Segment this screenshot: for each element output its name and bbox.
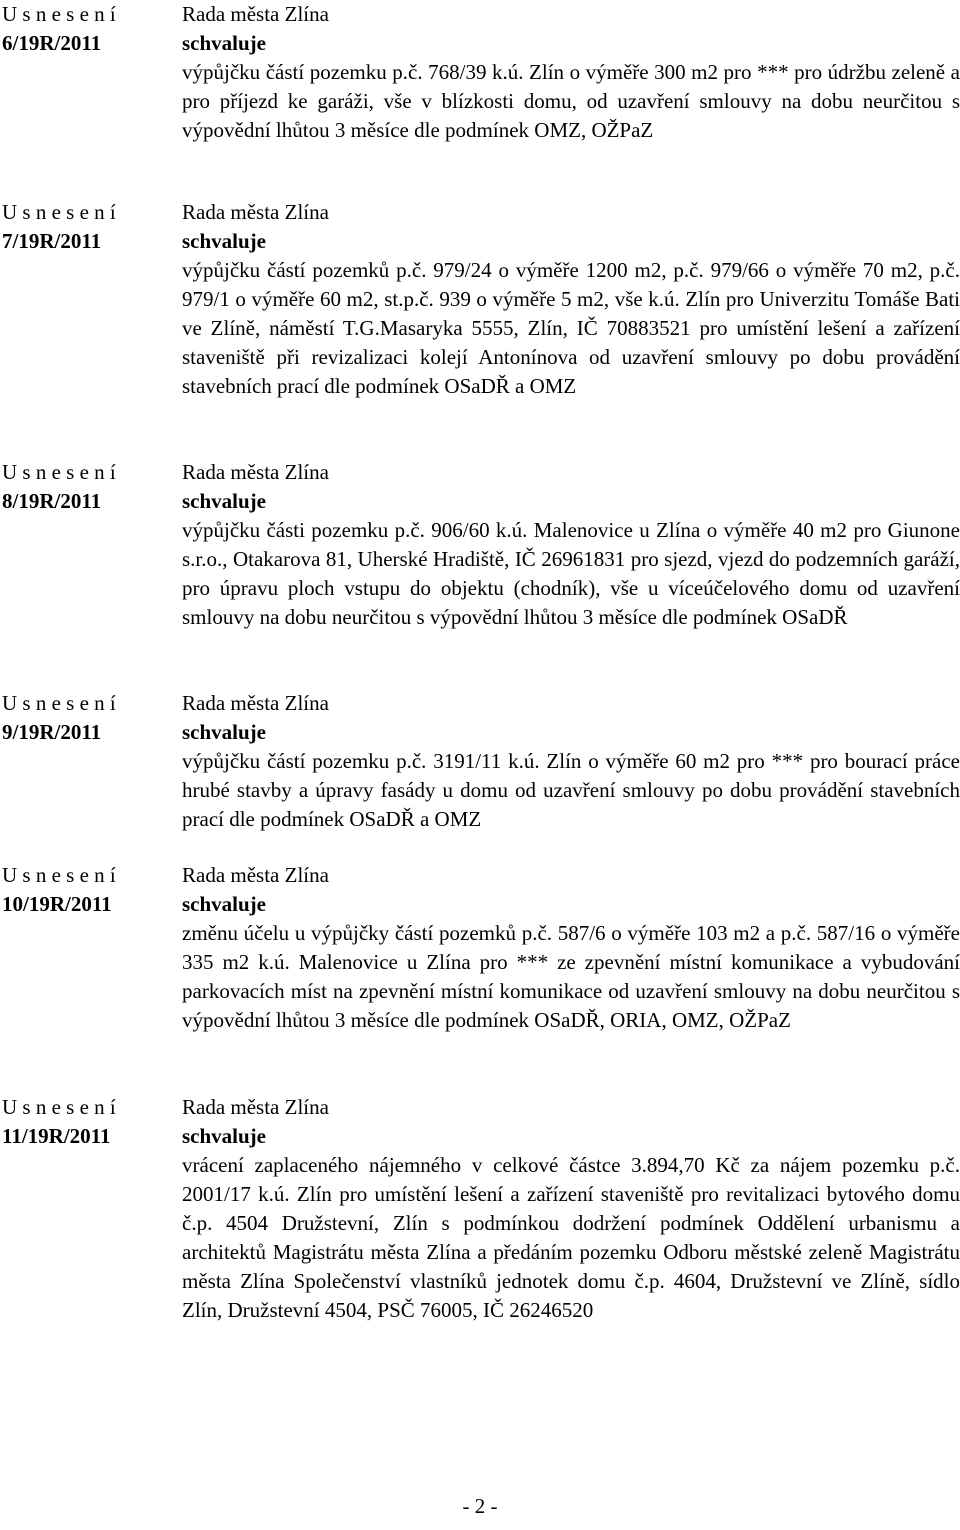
resolution-text: výpůjčku částí pozemku p.č. 768/39 k.ú. Zlín o výměře 300 m2 pro *** pro údržbu zeleně a pro příjezd ke garáži, vše v blízkosti domu, od uzavření smlouvy na dobu neurčitou s výpovědní lhůtou 3 měsíce dle podmínek OMZ, OŽPaZ (182, 60, 960, 142)
resolution-text: výpůjčku částí pozemků p.č. 979/24 o výměře 1200 m2, p.č. 979/66 o výměře 70 m2, p.č. 979/1 o výměře 60 m2, st.p.č. 939 o výměře 5 m2, vše k.ú. Zlín pro Univerzitu Tomáše Bati ve Zlíně, náměstí T.G.Masaryka 5555, Zlín, IČ 70883521 pro umístění lešení a zařízení staveniště při revizalizaci kolejí Antonínova od uzavření smlouvy po dobu provádění stavebních prací dle podmínek OSaDŘ a OMZ (182, 258, 960, 398)
resolution-heading (2, 198, 172, 256)
resolution-body (182, 198, 960, 401)
resolution-text: výpůjčku částí pozemku p.č. 3191/11 k.ú. Zlín o výměře 60 m2 pro *** pro bourací práce hrubé stavby a úpravy fasády u domu od uzavření smlouvy po dobu provádění stavebních prací dle podmínek OSaDŘ a OMZ (182, 749, 960, 831)
resolution-number: 8/19R/2011 (2, 489, 102, 513)
council-name: Rada města Zlína (182, 200, 329, 224)
council-name: Rada města Zlína (182, 691, 329, 715)
council-name: Rada města Zlína (182, 460, 329, 484)
resolution-verb: schvaluje (182, 720, 266, 744)
resolution-verb: schvaluje (182, 1124, 266, 1148)
resolution-text: vrácení zaplaceného nájemného v celkové částce 3.894,70 Kč za nájem pozemku p.č. 2001/17 k.ú. Zlín pro umístění lešení a zařízení staveniště pro revitalizaci bytového domu č.p. 4504 Družstevní, Zlín s podmínkou dodržení podmínek Oddělení urbanismu a architektů Magistrátu města Zlína a předáním pozemku Odboru městské zeleně Magistrátu města Zlína Společenství vlastníků jednotek domu č.p. 4604, Družstevní ve Zlíně, sídlo Zlín, Družstevní 4504, PSČ 76005, IČ 26246520 (182, 1153, 960, 1322)
resolution-heading (2, 458, 172, 516)
resolution-body (182, 689, 960, 834)
resolution-number: 11/19R/2011 (2, 1124, 111, 1148)
resolution-heading (2, 0, 172, 58)
resolution-heading (2, 689, 172, 747)
resolution-verb: schvaluje (182, 229, 266, 253)
resolution-label: U s n e s e n í (2, 691, 116, 715)
resolution-verb: schvaluje (182, 489, 266, 513)
resolution-number: 9/19R/2011 (2, 720, 102, 744)
council-name: Rada města Zlína (182, 2, 329, 26)
council-name: Rada města Zlína (182, 1095, 329, 1119)
resolution-heading (2, 861, 172, 919)
resolution-body (182, 1093, 960, 1325)
resolution-label: U s n e s e n í (2, 1095, 116, 1119)
resolution-body (182, 458, 960, 632)
resolution-verb: schvaluje (182, 31, 266, 55)
resolution-number: 6/19R/2011 (2, 31, 102, 55)
resolution-number: 7/19R/2011 (2, 229, 102, 253)
resolution-number: 10/19R/2011 (2, 892, 112, 916)
resolution-text: výpůjčku části pozemku p.č. 906/60 k.ú. Malenovice u Zlína o výměře 40 m2 pro Giunone s.r.o., Otakarova 81, Uherské Hradiště, IČ 26961831 pro sjezd, vjezd do podzemních garáží, pro úpravu ploch vstupu do objektu (chodník), vše u víceúčelového domu od uzavření smlouvy na dobu neurčitou s výpovědní lhůtou 3 měsíce dle podmínek OSaDŘ (182, 518, 960, 629)
resolution-label: U s n e s e n í (2, 2, 116, 26)
resolution-body (182, 0, 960, 145)
resolution-body (182, 861, 960, 1035)
resolution-label: U s n e s e n í (2, 863, 116, 887)
resolution-label: U s n e s e n í (2, 460, 116, 484)
resolution-verb: schvaluje (182, 892, 266, 916)
resolution-text: změnu účelu u výpůjčky částí pozemků p.č. 587/6 o výměře 103 m2 a p.č. 587/16 o výměře 335 m2 k.ú. Malenovice u Zlína pro *** ze zpevnění místní komunikace a vybudování parkovacích míst na zpevnění místní komunikace od uzavření smlouvy na dobu neurčitou s výpovědní lhůtou 3 měsíce dle podmínek OSaDŘ, ORIA, OMZ, OŽPaZ (182, 921, 960, 1032)
resolution-heading (2, 1093, 172, 1151)
resolution-label: U s n e s e n í (2, 200, 116, 224)
council-name: Rada města Zlína (182, 863, 329, 887)
page-number: - 2 - (462, 1494, 498, 1518)
